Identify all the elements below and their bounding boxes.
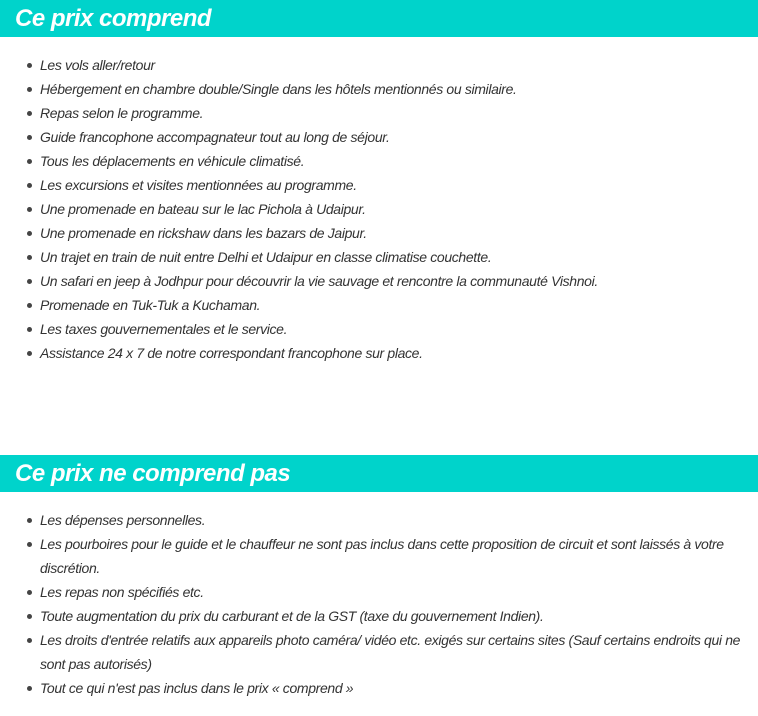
list-item: Repas selon le programme. xyxy=(40,101,750,125)
excluded-heading: Ce prix ne comprend pas xyxy=(0,455,758,492)
list-item: Toute augmentation du prix du carburant et de la GST (taxe du gouvernement Indien). xyxy=(40,604,750,628)
list-item: Guide francophone accompagnateur tout au long de séjour. xyxy=(40,125,750,149)
list-item: Un trajet en train de nuit entre Delhi et Udaipur en classe climatise couchette. xyxy=(40,245,750,269)
list-item: Une promenade en rickshaw dans les bazars de Jaipur. xyxy=(40,221,750,245)
excluded-list xyxy=(0,508,758,700)
list-item: Un safari en jeep à Jodhpur pour découvrir la vie sauvage et rencontre la communauté Vishnoi. xyxy=(40,269,750,293)
included-heading: Ce prix comprend xyxy=(0,0,758,37)
list-item: Une promenade en bateau sur le lac Pichola à Udaipur. xyxy=(40,197,750,221)
list-item: Les vols aller/retour xyxy=(40,53,750,77)
list-item: Hébergement en chambre double/Single dans les hôtels mentionnés ou similaire. xyxy=(40,77,750,101)
list-item: Assistance 24 x 7 de notre correspondant francophone sur place. xyxy=(40,341,750,365)
list-item: Les repas non spécifiés etc. xyxy=(40,580,750,604)
list-item: Les droits d'entrée relatifs aux appareils photo caméra/ vidéo etc. exigés sur certains sites (Sauf certains endroits qui ne sont pas autorisés) xyxy=(40,628,750,676)
list-item: Promenade en Tuk-Tuk a Kuchaman. xyxy=(40,293,750,317)
list-item: Les pourboires pour le guide et le chauffeur ne sont pas inclus dans cette proposition de circuit et sont laissés à votre discrétion. xyxy=(40,532,750,580)
included-list xyxy=(0,53,758,365)
list-item: Tout ce qui n'est pas inclus dans le prix « comprend » xyxy=(40,676,750,700)
list-item: Tous les déplacements en véhicule climatisé. xyxy=(40,149,750,173)
list-item: Les dépenses personnelles. xyxy=(40,508,750,532)
list-item: Les excursions et visites mentionnées au programme. xyxy=(40,173,750,197)
list-item: Les taxes gouvernementales et le service. xyxy=(40,317,750,341)
